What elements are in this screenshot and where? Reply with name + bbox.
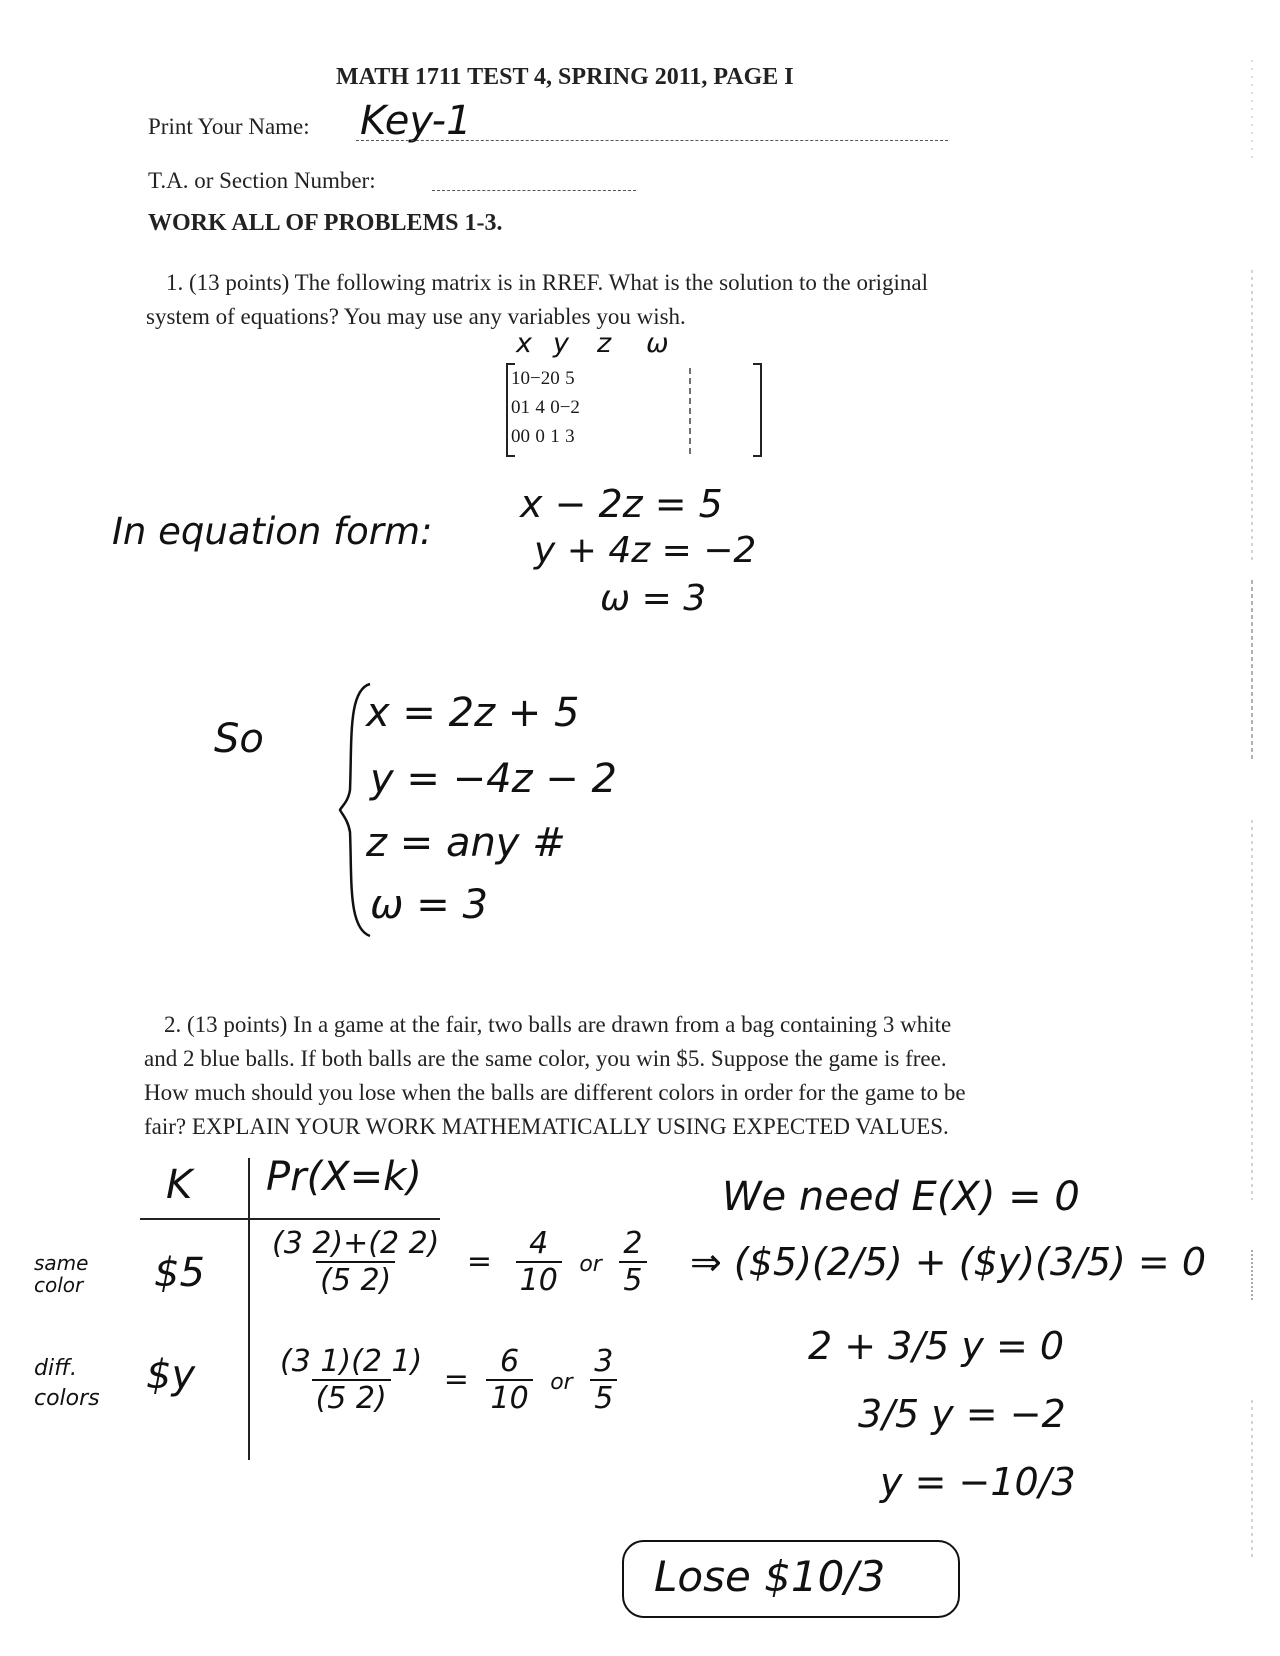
row1-fraction	[268, 1226, 647, 1298]
row2-decimal-num: 6	[500, 1344, 520, 1379]
row1-label: same color	[34, 1251, 89, 1297]
row2-or: or	[550, 1369, 573, 1395]
matrix-cell: 0	[511, 425, 521, 447]
row1-decimal-den: 10	[516, 1261, 562, 1298]
section-line	[432, 190, 636, 191]
solution-x: x = 2z + 5	[366, 690, 580, 736]
matrix-var-x: x	[516, 328, 532, 359]
equation-3: ω = 3	[600, 578, 707, 619]
equation-form-label: In equation form:	[112, 510, 433, 553]
matrix-cell: 5	[565, 367, 575, 389]
scan-edge-marks	[1224, 0, 1280, 1656]
row2-fraction-num: (3 1)(2 1)	[280, 1344, 423, 1379]
page-title: MATH 1711 TEST 4, SPRING 2011, PAGE I	[336, 64, 794, 90]
matrix-cell: 0	[511, 396, 521, 418]
row2-frac-num: 3	[594, 1344, 614, 1379]
matrix-cell: 1	[511, 367, 521, 389]
row1-fraction-num: (3 2)+(2 2)	[272, 1226, 440, 1261]
matrix-cell: 3	[565, 425, 575, 447]
problem1-text-line2: system of equations? You may use any variables you wish.	[146, 304, 686, 329]
name-value: Key-1	[360, 98, 472, 144]
row2-decimal-den: 10	[486, 1379, 532, 1416]
row2-fraction	[276, 1344, 617, 1416]
row1-frac-num: 2	[623, 1226, 643, 1261]
section-label: T.A. or Section Number:	[148, 168, 376, 193]
matrix-cell: 1	[550, 425, 560, 447]
matrix-cell: 0	[535, 425, 545, 447]
work-line-4: 3/5 y = −2	[858, 1392, 1066, 1436]
matrix-cell: −2	[530, 367, 551, 389]
matrix-var-z: z	[597, 328, 612, 359]
table-column-rule	[248, 1158, 250, 1460]
matrix-row	[511, 422, 580, 451]
table-head-prob: Pr(X=k)	[266, 1154, 422, 1200]
table-head-k: K	[166, 1162, 193, 1208]
row2-k: $y	[146, 1352, 196, 1398]
matrix-cell: −2	[559, 396, 580, 418]
matrix-cell: 0	[550, 367, 560, 389]
row1-fraction-den: (5 2)	[316, 1261, 395, 1298]
row2-label: diff. colors	[34, 1356, 100, 1411]
row1-or: or	[579, 1251, 602, 1277]
matrix-var-w: ω	[646, 328, 669, 359]
row1-equals: =	[466, 1243, 493, 1279]
matrix-var-y: y	[553, 328, 569, 359]
matrix-cell: 0	[550, 396, 560, 418]
equation-1: x − 2z = 5	[520, 482, 723, 526]
row2-fraction-den: (5 2)	[312, 1379, 391, 1416]
solution-z: z = any #	[366, 820, 566, 866]
name-line	[356, 140, 948, 141]
final-answer: Lose $10/3	[654, 1552, 886, 1601]
matrix-row	[511, 364, 580, 393]
matrix-table	[511, 364, 580, 451]
problem2-text-line3: How much should you lose when the balls are different colors in order for the game to be	[144, 1080, 966, 1105]
work-line-2: ⇒ ($5)(2/5) + ($y)(3/5) = 0	[690, 1240, 1207, 1284]
matrix-cell: 1	[520, 396, 530, 418]
matrix-cell: 0	[520, 425, 530, 447]
row1-decimal-num: 4	[529, 1226, 549, 1261]
table-header-rule	[140, 1218, 440, 1220]
name-label: Print Your Name:	[148, 114, 310, 139]
final-answer-box	[622, 1540, 960, 1618]
matrix-cell: 0	[520, 367, 530, 389]
problem1-text-line1: 1. (13 points) The following matrix is in RREF. What is the solution to the original	[166, 270, 929, 295]
row2-frac-den: 5	[590, 1379, 617, 1416]
equation-2: y + 4z = −2	[534, 530, 757, 571]
solution-w: ω = 3	[370, 882, 488, 928]
solution-y: y = −4z − 2	[370, 756, 617, 802]
work-line-5: y = −10/3	[880, 1460, 1076, 1504]
so-label: So	[214, 716, 264, 762]
instructions: WORK ALL OF PROBLEMS 1-3.	[148, 210, 503, 236]
problem2-text-line4: fair? EXPLAIN YOUR WORK MATHEMATICALLY USING EXPECTED VALUES.	[144, 1114, 949, 1139]
row1-frac-den: 5	[619, 1261, 646, 1298]
problem2-text-line1: 2. (13 points) In a game at the fair, two balls are drawn from a bag containing 3 white	[164, 1012, 952, 1037]
work-line-3: 2 + 3/5 y = 0	[808, 1324, 1065, 1368]
matrix-cell: 4	[535, 396, 545, 418]
work-line-1: We need E(X) = 0	[722, 1174, 1080, 1220]
row1-k: $5	[154, 1250, 205, 1296]
problem2-text-line2: and 2 blue balls. If both balls are the same color, you win $5. Suppose the game is free.	[144, 1046, 947, 1071]
row2-equals: =	[443, 1361, 469, 1397]
matrix-row	[511, 393, 580, 422]
